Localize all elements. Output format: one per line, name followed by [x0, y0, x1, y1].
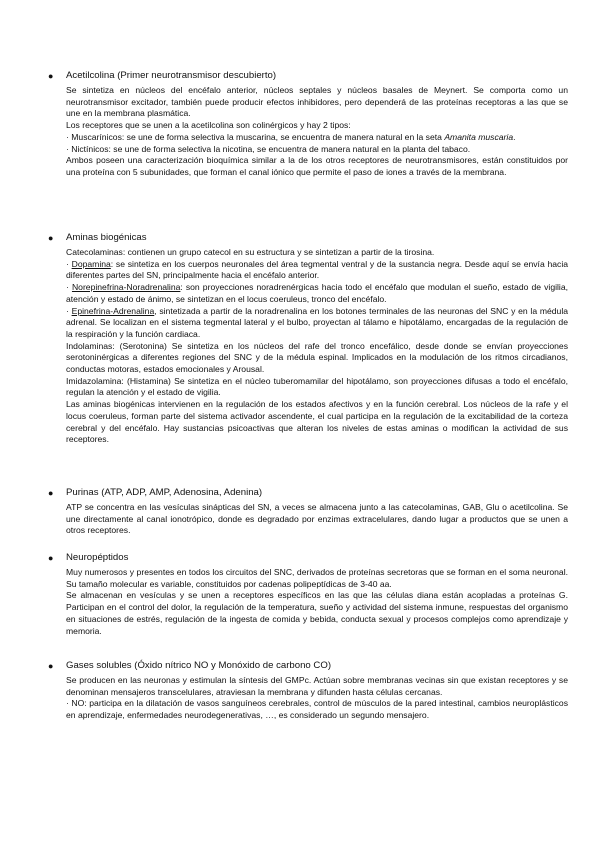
paragraph: · Nictínicos: se une de forma selectiva la nicotina, se encuentra de manera natural en la planta del tabaco.	[66, 143, 471, 154]
text-run: · Muscarínicos: se une de forma selectiva la muscarina, se encuentra de manera natural en la seta	[66, 131, 445, 142]
section-title: Gases solubles (Óxido nítrico NO y Monóxido de carbono CO)	[66, 660, 332, 671]
paragraph	[66, 259, 568, 282]
section-title: Acetilcolina (Primer neurotransmisor descubierto)	[66, 70, 277, 81]
section-body	[66, 247, 568, 446]
text-run: : se sintetiza en los cuerpos neuronales del área tegmental ventral y de la sustancia negra. Desde aquí se envía hacia diferentes partes del SN, principalmente hacia el encéfalo anterior.	[66, 258, 569, 281]
term-underlined: Dopamina	[71, 258, 111, 269]
paragraph: · NO: participa en la dilatación de vasos sanguíneos cerebrales, control de músculos de la pared intestinal, cambios neuroplásticos en aprendizaje, enfermedades neurodegenerativas, …, es considerado un segundo mensajero.	[66, 698, 568, 721]
text-run: ·	[66, 305, 72, 316]
bullet-icon: ●	[48, 488, 54, 498]
bullet-icon: ●	[48, 71, 54, 81]
paragraph	[66, 282, 568, 305]
paragraph	[66, 306, 568, 341]
bullet-icon: ●	[48, 661, 54, 671]
section-body	[66, 567, 568, 637]
section-title: Aminas biogénicas	[66, 232, 147, 243]
paragraph: Las aminas biogénicas intervienen en la regulación de los estados afectivos y en la función cerebral. Los núcleos de la rafe y el locus coeruleus, forman parte del sistema activador ascendente, el cual participa en la regulación de la excitabilidad de la corteza cerebral y del encéfalo. Hay sustancias psicoactivas que alteran los niveles de estas aminas o modifican la actividad de sus receptores.	[66, 399, 568, 445]
paragraph: Ambos poseen una caracterización bioquímica similar a la de los otros receptores de neurotransmisores, están constituidos por una proteína con 5 subunidades, que forman el canal iónico que permite el paso de iones a través de la membrana.	[66, 155, 568, 177]
paragraph: Se sintetiza en núcleos del encéfalo anterior, núcleos septales y núcleos basales de Meynert. Se comporta como un neurotransmisor excitador, también puede producir efectos inhibidores, pero dependerá de las proteínas receptoras a las que se une en la membrana plasmática.	[66, 85, 568, 119]
bullet-icon: ●	[48, 233, 54, 243]
text-run: , sintetizada a partir de la noradrenalina en los botones terminales de las neuronas del SNC y en la médula adrenal. Se localizan en el sistema tegmental lateral y el bulbo, proyectan al tálamo e hipotálamo, encargadas de la regulación de la respiración y la función cardiaca.	[66, 305, 569, 339]
text-run: ·	[66, 282, 72, 293]
section-title: Purinas (ATP, ADP, AMP, Adenosina, Adenina)	[66, 487, 263, 498]
paragraph: Los receptores que se unen a la acetilcolina son colinérgicos y hay 2 tipos:	[66, 120, 351, 131]
section-body	[66, 502, 568, 537]
paragraph: Catecolaminas: contienen un grupo catecol en su estructura y se sintetizan a partir de la tirosina.	[66, 247, 435, 257]
paragraph	[66, 132, 568, 144]
section-body	[66, 85, 568, 179]
paragraph: Se producen en las neuronas y estimulan la síntesis del GMPc. Actúan sobre membranas vecinas sin que existan receptores y se denominan mensajeros transcelulares, atraviesan la membrana y difunden hasta células cercanas.	[66, 675, 568, 697]
text-run: ·	[66, 258, 72, 269]
term-italic: Amanita muscaria	[444, 131, 514, 142]
term-underlined: Norepinefrina-Noradrenalina	[71, 282, 181, 293]
text-run: : son proyecciones noradrenérgicas hacia todo el encéfalo que modulan el sueño, estado de vigilia, atención y estado de ánimo, se sintetizan en el locus coeruleus, tronco del encéfalo.	[66, 282, 568, 304]
paragraph: Imidazolamina: (Histamina) Se sintetiza en el núcleo tuberomamilar del hipotálamo, son proyecciones difusas a todo el encéfalo, regulan la atención y el estado de vigilia.	[66, 375, 568, 398]
text-run: .	[513, 131, 516, 142]
paragraph: Indolaminas: (Serotonina) Se sintetiza en los núcleos del rafe del tronco encefálico, desde donde se envían proyecciones serotoninérgicas a diferentes regiones del SNC y de la médula espinal. Implicados en la modulación de los ritmos circadianos, conductas motoras, estados emocionales y Arousal.	[66, 340, 568, 375]
section-body	[66, 675, 568, 722]
paragraph: Muy numerosos y presentes en todos los circuitos del SNC, derivados de proteínas secretoras que se forman en el soma neuronal. Su tamaño molecular es variable, constituidos por cadenas polipeptídicas de 3-40 aa.	[66, 567, 568, 589]
term-underlined: Epinefrina-Adrenalina	[71, 305, 155, 316]
bullet-icon: ●	[48, 553, 54, 563]
paragraph: Se almacenan en vesículas y se unen a receptores específicos en las que las células diana están acopladas a proteínas G. Participan en el control del dolor, la regulación de la temperatura, sueño y actividad del sistema inmune, respuestas del organismo en situaciones de estrés, regulación de la ingesta de comida y bebida, conducta sexual y procesos complejos como aprendizaje y memoria.	[66, 590, 568, 636]
paragraph: ATP se concentra en las vesículas sinápticas del SN, a veces se almacena junto a las catecolaminas, GAB, Glu o acetilcolina. Se une directamente al canal ionotrópico, donde es degradado por enzimas extracelulares, dando lugar a productos que se unen a otros receptores.	[66, 502, 568, 536]
section-title: Neuropéptidos	[66, 552, 129, 563]
